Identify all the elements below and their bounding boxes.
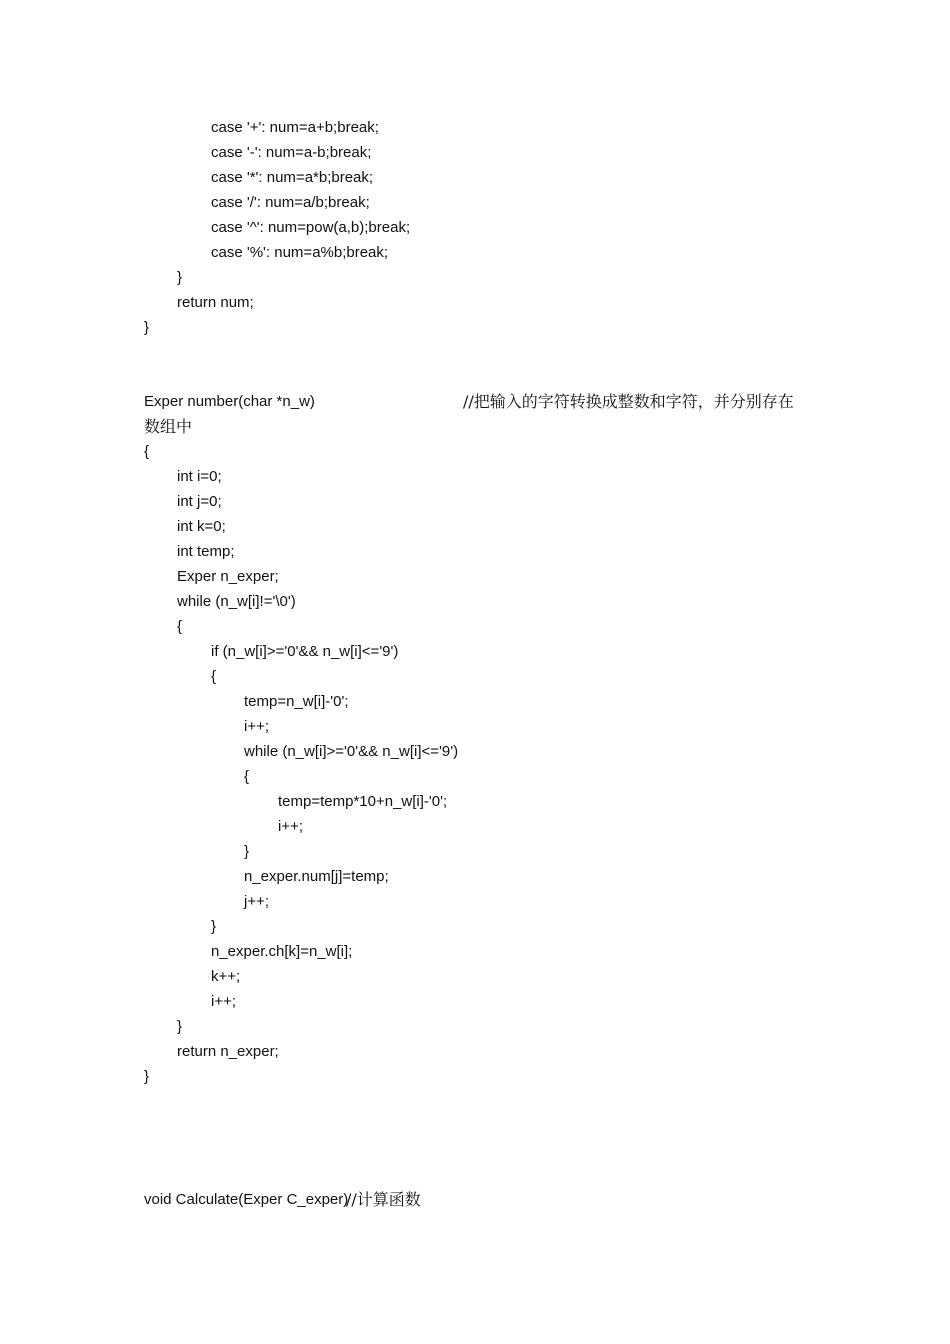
code-line-case-divide: case '/': num=a/b;break;	[211, 194, 370, 211]
code-line-if-close: }	[211, 918, 217, 935]
code-comment-calculate: //计算函数	[346, 1190, 421, 1209]
code-line-number-open: {	[144, 443, 150, 460]
code-line-i-increment-3: i++;	[211, 993, 237, 1010]
code-line-i-increment-2: i++;	[278, 818, 304, 835]
code-line-temp-accumulate: temp=temp*10+n_w[i]-'0';	[278, 793, 448, 810]
code-line-int-j: int j=0;	[177, 493, 222, 510]
code-line-while-outer: while (n_w[i]!='\0')	[177, 593, 296, 610]
code-line-while-inner: while (n_w[i]>='0'&& n_w[i]<='9')	[244, 743, 459, 760]
code-line-return-num: return num;	[177, 294, 254, 311]
code-line-while-outer-open: {	[177, 618, 183, 635]
code-comment-number-continued: 数组中	[144, 417, 193, 436]
code-line-int-k: int k=0;	[177, 518, 226, 535]
code-line-exper-decl: Exper n_exper;	[177, 568, 279, 585]
code-line-function-close: }	[144, 319, 150, 336]
code-line-ch-assign: n_exper.ch[k]=n_w[i];	[211, 943, 353, 960]
code-line-case-plus: case '+': num=a+b;break;	[211, 119, 379, 136]
code-line-calculate-signature: void Calculate(Exper C_exper)	[144, 1191, 349, 1208]
code-line-i-increment-1: i++;	[244, 718, 270, 735]
code-line-int-temp: int temp;	[177, 543, 235, 560]
code-line-while-inner-close: }	[244, 843, 250, 860]
code-line-if-open: {	[211, 668, 217, 685]
code-line-number-close: }	[144, 1068, 150, 1085]
code-line-num-assign: n_exper.num[j]=temp;	[244, 868, 389, 885]
code-line-while-outer-close: }	[177, 1018, 183, 1035]
code-line-while-inner-open: {	[244, 768, 250, 785]
code-line-case-modulo: case '%': num=a%b;break;	[211, 244, 389, 261]
code-line-number-signature: Exper number(char *n_w)	[144, 393, 315, 410]
code-line-case-multiply: case '*': num=a*b;break;	[211, 169, 374, 186]
code-line-case-minus: case '-': num=a-b;break;	[211, 144, 372, 161]
code-line-case-power: case '^': num=pow(a,b);break;	[211, 219, 411, 236]
code-line-k-increment: k++;	[211, 968, 241, 985]
code-line-j-increment: j++;	[244, 893, 270, 910]
code-comment-number: //把输入的字符转换成整数和字符，并分别存在	[463, 392, 794, 411]
code-line-int-i: int i=0;	[177, 468, 222, 485]
code-line-switch-close: }	[177, 269, 183, 286]
code-line-return-exper: return n_exper;	[177, 1043, 279, 1060]
code-line-temp-init: temp=n_w[i]-'0';	[244, 693, 349, 710]
code-line-if-digit: if (n_w[i]>='0'&& n_w[i]<='9')	[211, 643, 399, 660]
